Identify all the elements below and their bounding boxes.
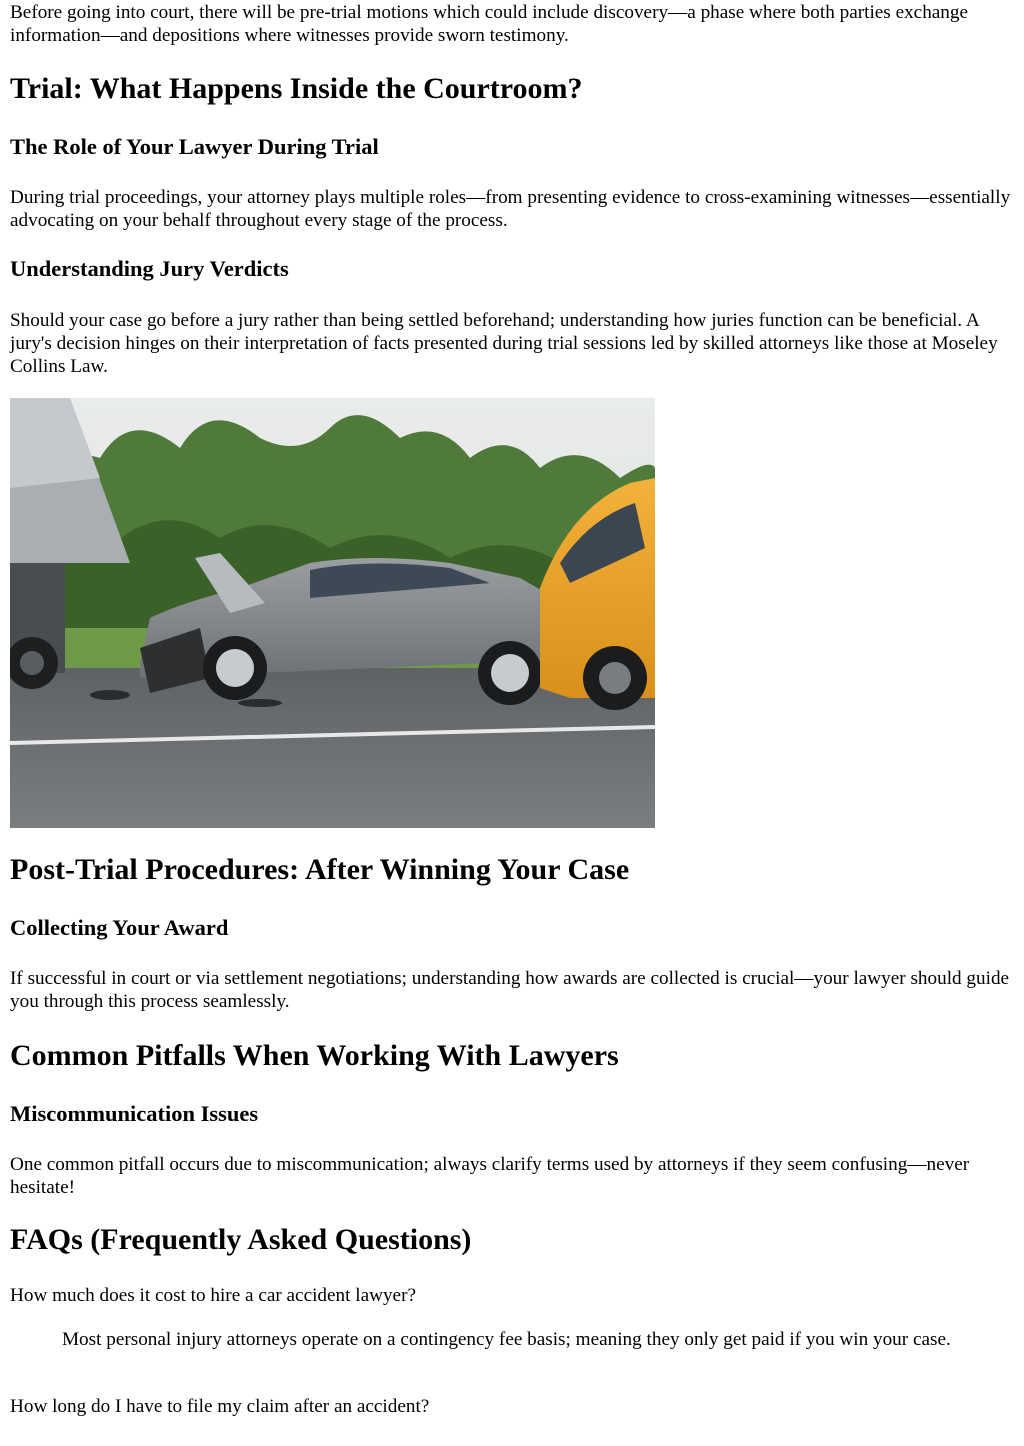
- collecting-award-heading: Collecting Your Award: [10, 915, 229, 940]
- trial-heading: Trial: What Happens Inside the Courtroom?: [10, 72, 583, 105]
- collecting-award-paragraph: If successful in court or via settlement negotiations; understanding how awards are collected is crucial—your lawyer should guide you through this process seamlessly.: [10, 968, 1010, 1012]
- post-trial-heading: Post-Trial Procedures: After Winning Your Case: [10, 853, 630, 886]
- faq-question: How much does it cost to hire a car accident lawyer?: [10, 1285, 416, 1306]
- faqs-heading: FAQs (Frequently Asked Questions): [10, 1223, 472, 1256]
- lawyer-role-paragraph: During trial proceedings, your attorney plays multiple roles—from presenting evidence to cross-examining witnesses—essentially advocating on your behalf throughout every stage of the process.: [10, 187, 1011, 231]
- lawyer-role-heading: The Role of Your Lawyer During Trial: [10, 134, 379, 159]
- jury-verdicts-heading: Understanding Jury Verdicts: [10, 256, 289, 281]
- faq-answer: Most personal injury attorneys operate on a contingency fee basis; meaning they only get paid if you win your case.: [62, 1329, 951, 1350]
- car-accident-photo: [10, 398, 655, 828]
- intro-paragraph: Before going into court, there will be pre-trial motions which could include discovery—a phase where both parties exchange information—and depositions where witnesses provide sworn testimony.: [10, 2, 969, 46]
- jury-verdicts-paragraph: Should your case go before a jury rather than being settled beforehand; understanding how juries function can be beneficial. A jury's decision hinges on their interpretation of facts presented during trial sessions led by skilled attorneys like those at Moseley Collins Law.: [10, 310, 998, 377]
- faq-question: How long do I have to file my claim after an accident?: [10, 1396, 430, 1417]
- pitfalls-heading: Common Pitfalls When Working With Lawyers: [10, 1039, 619, 1072]
- miscommunication-heading: Miscommunication Issues: [10, 1101, 259, 1126]
- miscommunication-paragraph: One common pitfall occurs due to miscommunication; always clarify terms used by attorneys if they seem confusing—never hesitate!: [10, 1154, 970, 1198]
